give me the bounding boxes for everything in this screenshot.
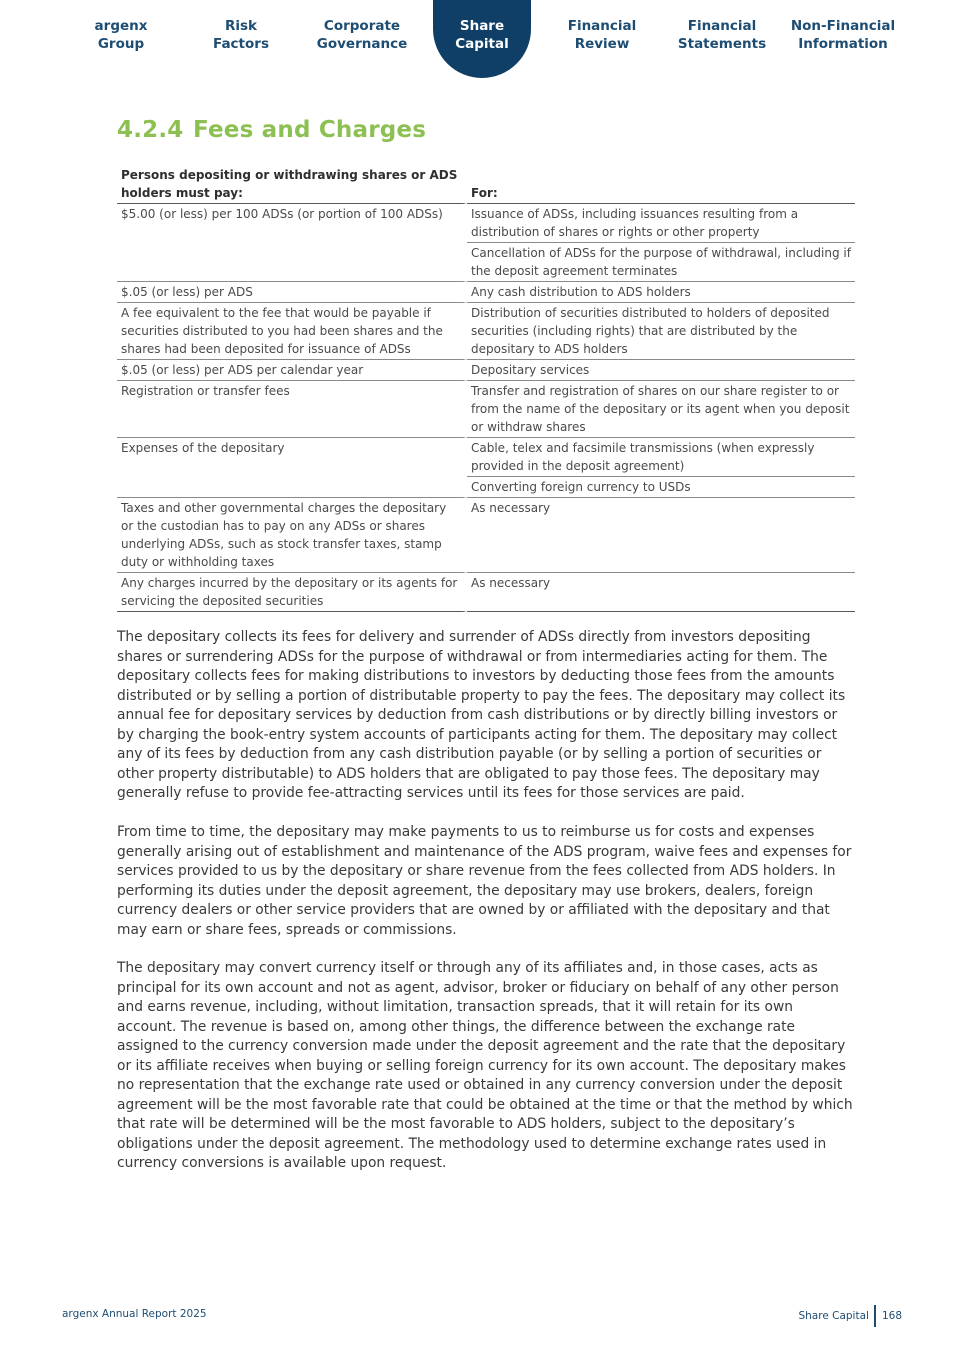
table-cell-purpose: As necessary (467, 573, 855, 612)
body-paragraph: From time to time, the depositary may make payments to us to reimburse us for costs and expenses generally arising out of establishment and maintenance of the ADS program, waive fees and expenses for services provided to us by the depositary or share revenue from the fees collected from ADS holders. In performing its duties under the deposit agreement, the depositary may use brokers, dealers, foreign currency dealers or other service providers that are owned by or affiliated with the depositary and that may earn or share fees, spreads or commissions. (117, 824, 852, 938)
nav-tab-label: Statements (677, 36, 767, 52)
nav-tab-financial-review[interactable] (541, 17, 663, 53)
table-cell-fee: Taxes and other governmental charges the depositary or the custodian has to pay on any ADSs or shares underlying ADSs, such as stock transfer taxes, stamp duty or withholding taxes (117, 498, 467, 573)
table-cell-fee: $.05 (or less) per ADS (117, 282, 467, 303)
body-paragraph: The depositary may convert currency itself or through any of its affiliates and, in those cases, acts as principal for its own account and not as agent, advisor, broker or fiduciary on behalf of any other person and earns revenue, including, without limitation, transaction spreads, that it will retain for its own account. The revenue is based on, among other things, the difference between the exchange rate assigned to the currency conversion made under the deposit agreement and the rate that the depositary or its affiliate receives when buying or selling foreign currency for its own account. The depositary makes no representation that the exchange rate used or obtained in any currency conversion under the deposit agreement will be the most favorable rate that could be obtained at the time or that the method by which that rate will be determined will be the most favorable to ADS holders, subject to the depositary’s obligations under the deposit agreement. The methodology used to determine exchange rates used in currency conversions is available upon request. (117, 960, 853, 1171)
top-navigation (0, 0, 964, 90)
table-cell-purpose: Cancellation of ADSs for the purpose of withdrawal, including if the deposit agreement terminates (467, 243, 855, 282)
nav-tab-corporate-governance[interactable] (301, 17, 423, 53)
table-cell-fee: Registration or transfer fees (117, 381, 467, 438)
table-cell-purpose: Depositary services (467, 360, 855, 381)
nav-tab-financial-statements[interactable] (661, 17, 783, 53)
table-row (117, 498, 855, 573)
footer-report-name: argenx Annual Report 2025 (62, 1308, 207, 1320)
nav-tab-label: Financial (567, 18, 637, 34)
nav-tab-label: Review (574, 36, 630, 52)
table-cell-fee: $.05 (or less) per ADS per calendar year (117, 360, 467, 381)
nav-tab-argenx-group[interactable] (60, 17, 182, 53)
table-row (117, 204, 855, 243)
nav-tab-label: Capital (455, 36, 509, 52)
table-row (117, 303, 855, 360)
nav-tab-label: Factors (213, 36, 269, 52)
section-number: 4.2.4 (117, 117, 184, 143)
nav-tab-label: argenx (94, 18, 148, 34)
table-row (117, 438, 855, 477)
table-cell-purpose: As necessary (467, 498, 855, 573)
section-heading (117, 117, 426, 143)
footer-divider (874, 1305, 876, 1327)
table-cell-purpose: Any cash distribution to ADS holders (467, 282, 855, 303)
nav-tab-label: Corporate (323, 18, 401, 34)
table-row (117, 381, 855, 438)
table-row (117, 360, 855, 381)
nav-tab-risk-factors[interactable] (180, 17, 302, 53)
footer-page-info (798, 1305, 902, 1327)
table-cell-purpose: Transfer and registration of shares on our share register to or from the name of the depositary or its agent when you deposit or withdraw shares (467, 381, 855, 438)
table-cell-fee: Any charges incurred by the depositary or its agents for servicing the deposited securities (117, 573, 467, 612)
table-cell-fee: A fee equivalent to the fee that would be payable if securities distributed to you had been shares and the shares had been deposited for issuance of ADSs (117, 303, 467, 360)
section-title-text: Fees and Charges (193, 117, 427, 143)
nav-tab-label: Information (798, 36, 888, 52)
table-header-cell: For: (467, 166, 855, 204)
table-cell-fee: $5.00 (or less) per 100 ADSs (or portion of 100 ADSs) (117, 204, 467, 282)
nav-tab-share-capital[interactable] (421, 17, 543, 53)
table-header-row (117, 166, 855, 204)
nav-tab-label: Share (459, 18, 505, 34)
table-row (117, 282, 855, 303)
footer-section-name: Share Capital (798, 1310, 869, 1322)
fees-table (117, 166, 855, 612)
table-row (117, 573, 855, 612)
nav-tab-label: Non-Financial (790, 18, 896, 34)
nav-tab-label: Governance (316, 36, 408, 52)
nav-tab-label: Financial (687, 18, 757, 34)
nav-tab-label: Group (97, 36, 145, 52)
page-number: 168 (881, 1310, 902, 1322)
nav-tab-label: Risk (224, 18, 258, 34)
table-cell-purpose: Converting foreign currency to USDs (467, 477, 855, 498)
body-paragraph: The depositary collects its fees for delivery and surrender of ADSs directly from investors depositing shares or surrendering ADSs for the purpose of withdrawal or from intermediaries acting for them. The depositary collects fees for making distributions to investors by deducting those fees from the amounts distributed or by selling a portion of distributable property to pay the fees. The depositary may collect its annual fee for depositary services by deduction from cash distributions or by directly billing investors or by charging the book-entry system accounts of participants acting for them. The depositary may collect any of its fees by deduction from any cash distribution payable (or by selling a portion of securities or other property distributable) to ADS holders that are obligated to pay those fees. The depositary may generally refuse to provide fee-attracting services until its fees for those services are paid. (117, 629, 846, 801)
table-cell-purpose: Issuance of ADSs, including issuances resulting from a distribution of shares or rights or other property (467, 204, 855, 243)
nav-tab-non-financial-information[interactable] (782, 17, 904, 53)
table-cell-fee: Expenses of the depositary (117, 438, 467, 498)
table-header-cell: Persons depositing or withdrawing shares or ADS holders must pay: (117, 166, 467, 204)
table-cell-purpose: Cable, telex and facsimile transmissions (when expressly provided in the deposit agreement) (467, 438, 855, 477)
table-cell-purpose: Distribution of securities distributed to holders of deposited securities (including rights) that are distributed by the depositary to ADS holders (467, 303, 855, 360)
